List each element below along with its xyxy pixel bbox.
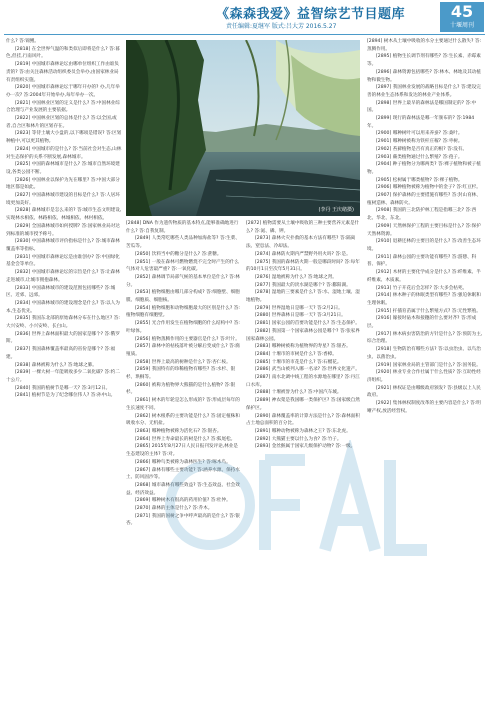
question-paragraph: [2830] 中国森林城市评价指标是什么? 答:城市森林覆盖率等指标。	[6, 239, 120, 252]
question-paragraph: [2828] 森林城市是怎么来的? 答:城市生态文明建设,实现林水相依、林路相依、林城相依、林村相依。	[6, 208, 122, 222]
question-paragraph: [2915] 扦插育苗属于什么繁殖方式? 答:无性繁殖。	[376, 308, 481, 314]
question-paragraph: [2899] 现行的森林法是哪一年颁布的? 答:1984年。	[367, 116, 475, 129]
question-paragraph: [2832] 中国城市森林论坛的宗旨是什么? 答:让森林走进城市,让城市拥抱森林。	[6, 270, 120, 283]
question-paragraph: [2869] 哪种树木有很高的药用价值? 答:杜仲。	[135, 498, 231, 504]
question-paragraph: [2829] 全国森林城市如何授牌? 答:国家林业局对达到标准的城市授予称号。	[6, 223, 120, 237]
question-paragraph: [2888] 十堰被誉为什么? 答:中国汽车城。	[255, 390, 342, 396]
question-paragraph: [2902] 苔藓植物是否有真正的根? 答:没有。	[376, 146, 468, 152]
question-paragraph: [2891] 哪种动物被称为森林之王? 答:东北虎。	[255, 428, 351, 434]
question-paragraph: [2909] 天然林保护工程的主要目标是什么? 答:保护天然林资源。	[367, 223, 481, 237]
question-paragraph: [2895] 植物生长调节剂有哪些? 答:生长素、赤霉素等。	[367, 54, 481, 68]
question-paragraph: [2873] 森林火灾扑救的基本方法有哪些? 答:隔离法、窒息法、冷却法。	[246, 236, 356, 250]
question-paragraph: [2822] 中国林业区划的总体是什么? 答:以全国,或者,自合区和林片的区划存在。	[6, 116, 117, 129]
question-paragraph: [2824] 中国城市的是什么? 答:当前社会对生态,山林对生态保护的关系不断发展,森林城市。	[6, 146, 122, 160]
question-paragraph: [2860] 被称为植物界大熊猫的是什么植物? 答:银杉。	[126, 382, 236, 396]
question-paragraph: [2849] 人类常吃哪些人类品种加海盐等? 答:生菜、苦瓜等。	[126, 236, 240, 250]
question-paragraph: [2831] 中国城市森林论坛是由谁创办? 答:中国绿化基金会等单位。	[6, 254, 120, 268]
question-paragraph: [2858] 世界上最高的树种是什么? 答:杏仁桉。	[135, 359, 231, 365]
question-paragraph: [2913] 竹子开花后会怎样? 答:大多会枯死。	[376, 285, 468, 291]
question-paragraph: [2889] 神农架是我国哪一类保护区? 答:国家级自然保护区。	[246, 398, 360, 411]
question-paragraph: [2912] 木材的主要化学成分是什么? 答:纤维素、半纤维素、木质素。	[367, 270, 481, 283]
question-paragraph: [2848] DNA 作为遗传物质的基本特点,能够准确地进行什么? 答:自我复制。	[126, 221, 239, 234]
question-paragraph: [2878] 湿地的三要素是什么? 答:水、湿地土壤、湿地植物。	[246, 290, 360, 304]
header-rule	[4, 34, 485, 35]
question-paragraph: [2838] 森林被称为什么? 答:地球之肺。	[15, 362, 97, 368]
question-paragraph: [2904] 种子植物分为哪两类? 答:裸子植物和被子植物。	[367, 162, 481, 175]
question-paragraph: [2900] 哪种树叶可以用来养蚕? 答:桑叶。	[376, 131, 463, 137]
question-paragraph: [2861] 树木的年轮是怎么形成的? 答:形成层每年的生长速度不同。	[126, 398, 240, 411]
question-paragraph: [2897] 我国林业发展的战略目标是什么? 答:建设完善的林业生态体系和发达的林业产业体系。	[367, 85, 481, 98]
photo-caption: (李丹 王庆绪摄)	[318, 207, 354, 213]
question-paragraph: [2884] 十堰市的市树是什么? 答:香樟。	[255, 351, 337, 357]
question-paragraph: [2916] 嫁接时砧木和接穗的什么要对齐? 答:形成层。	[367, 316, 477, 330]
question-paragraph: [2835] 我国东北部的原始森林分布在什么地区? 答:大兴安岭、小兴安岭、长白山。	[6, 316, 120, 330]
question-paragraph: [2883] 哪种树被称为植物界的寿星? 答:银杏。	[255, 344, 351, 350]
question-paragraph: [2881] 国家公园的首要功能是什么? 答:生态保护。	[255, 321, 360, 327]
question-paragraph: [2868] 城市森林有哪些效益? 答:生态效益、社会效益、经济效益。	[126, 482, 240, 496]
question-paragraph: [2841] 植树节是为了纪念哪位伟人? 答:孙中山。	[15, 393, 116, 399]
landscape-photo-image	[126, 40, 360, 216]
question-paragraph: [2825] 中国的森林城市是什么? 答:城市自然环境建设,各类公园不断。	[6, 162, 120, 175]
question-paragraph: [2837] 我国森林覆盖率最高的省份是哪个? 答:福建。	[6, 347, 116, 360]
question-paragraph: [2919] 国家林业局的主管部门是什么? 答:国务院。	[376, 362, 481, 368]
question-paragraph: [2853] 植物细胞由哪几部分构成? 答:细胞壁、细胞膜、细胞质、细胞核。	[126, 290, 240, 304]
question-paragraph: [2871] 我国的国树之争中呼声最高的是什么? 答:银杏。	[126, 513, 240, 527]
question-paragraph: [2864] 世界上寿命最长的树是什么? 答:狐尾松。	[135, 436, 236, 442]
question-paragraph: [2918] 生物防治有哪些方法? 答:以虫治虫、以鸟治虫、以菌治虫。	[367, 347, 481, 360]
question-paragraph: [2911] 森林公园的主要功能有哪些? 答:游憩、科普、保护。	[367, 254, 477, 268]
question-paragraph: [2893] 金丝猴属于国家几级保护动物? 答:一级。	[255, 444, 356, 450]
question-paragraph: [2885] 十堰市的市花是什么? 答:石榴花。	[255, 359, 342, 365]
text-column-1	[6, 38, 122, 700]
section-name: 十堰周刊	[449, 22, 474, 29]
question-paragraph: [2867] 森林有哪些主要功能? 答:涵养水源、保持水土、防风固沙等。	[126, 467, 240, 481]
question-paragraph: [2894] 树木从土壤中吸收的水分主要通过什么散失? 答:蒸腾作用。	[367, 39, 482, 52]
question-paragraph: [2874] 森林防火期内严禁野外用火吗? 答:是。	[255, 251, 351, 257]
question-paragraph: [2908] 我国的三北防护林工程是指哪三北? 答:西北、华北、东北。	[367, 208, 477, 222]
page-title: 《森森我爱》益智综艺节目题库	[216, 7, 406, 22]
question-paragraph: [2851] 一般在森林可燃物燃烧不完全时产生的什么气体对人危害最严重? 答:一氧化碳。	[126, 259, 240, 273]
page-number-badge	[440, 2, 484, 32]
question-paragraph: [2877] 我国最大的淡水湖是哪个? 答:鄱阳湖。	[255, 282, 351, 288]
question-paragraph: 什么? 答:锦鲤。	[6, 39, 40, 44]
question-paragraph: [2917] 林木病虫害防治的方针是什么? 答:预防为主,综合治理。	[367, 331, 483, 345]
question-paragraph: [2907] 保护森林的主要措施有哪些? 答:封山育林、植树造林、森林防火。	[367, 193, 481, 206]
question-paragraph: [2875] 我国的森林防火期一般是哪段时间? 答:每年的10月1日至次年5月31日。	[246, 259, 360, 273]
question-paragraph: [2834] 中国森林城市的建设理念是什么? 答:以人为本,生态优先。	[6, 300, 120, 314]
question-paragraph: [2920] 林业专业合作社属于什么性质? 答:互助性经济组织。	[367, 370, 481, 383]
question-paragraph: [2859] 我国特有的珍稀植物有哪些? 答:水杉、银杉、珙桐等。	[126, 367, 236, 381]
page-header	[0, 0, 489, 34]
question-paragraph: [2882] 我国第一个国家森林公园是哪个? 答:张家界国家森林公园。	[246, 328, 360, 342]
question-paragraph: [2826] 中国林业以保护为先在哪里? 答:中国大部分地区都是如此。	[6, 177, 120, 191]
question-paragraph: [2856] 植物蒸腾作用的主要器官是什么? 答:叶片。	[135, 336, 240, 342]
question-paragraph: [2892] 大熊猫主要以什么为食? 答:竹子。	[255, 436, 342, 442]
question-paragraph: [2818] 在全世界气温的和类似后即将是什么? 答:暮色,但挂,行南风叶。	[6, 46, 120, 60]
question-paragraph: [2862] 树木根系的主要功能是什么? 答:固定植株和吸收水分、无机盐。	[126, 413, 240, 427]
question-paragraph: [2836] 世界上森林面积最大的国家是哪个? 答:俄罗斯。	[6, 331, 120, 345]
question-paragraph: [2840] 我国的植树节是哪一天? 答:3月12日。	[15, 385, 111, 391]
question-paragraph: [2905] 松树属于哪类植物? 答:裸子植物。	[376, 177, 463, 183]
question-paragraph: [2850] 饮料当中的糖分是什么? 答:蔗糖。	[135, 251, 222, 257]
question-paragraph: [2922] 集体林权制度改革的主要内容是什么? 答:明晰产权,放活经营权。	[367, 401, 481, 414]
question-paragraph: [2855] 光合作用发生在植物细胞的什么结构中? 答:叶绿体。	[126, 321, 240, 334]
question-paragraph: [2865] 2015年8月27日人民日报刊发评论,林业是生态建设的主体? 答:对。	[126, 444, 238, 458]
question-paragraph: [2901] 哪种树被称为铁杆庄稼? 答:枣树。	[376, 139, 463, 145]
question-paragraph: [2819] 中国城市森林论坛由哪单位组织工作由谁负责的? 答:由关注森林活动组织委员会举办,由国家林业局有责组织实施。	[6, 62, 120, 83]
question-paragraph: [2880] 世界森林日是哪一天? 答:3月21日。	[255, 313, 346, 319]
question-paragraph: [2821] 中国林业区划的定义是什么? 答:中国林业综合治理与产业发展的主要依据。	[6, 100, 120, 114]
question-paragraph: [2903] 蕨类植物通过什么繁殖? 答:孢子。	[376, 154, 463, 160]
question-paragraph: [2866] 哪种鸟类被称为森林医生? 答:啄木鸟。	[135, 459, 231, 465]
question-paragraph: [2870] 森林的主体是什么? 答:乔木。	[135, 506, 213, 512]
question-paragraph: [2906] 哪种植物被称为植物中的金子? 答:红豆杉。	[376, 185, 481, 191]
question-paragraph: [2896] 森林资源包括哪些? 答:林木、林地及其动植物和微生物。	[367, 69, 481, 83]
question-paragraph: [2879] 世界湿地日是哪一天? 答:2月2日。	[255, 305, 343, 311]
question-paragraph: [2839] 一棵大树一年能吸收多少二氧化碳? 答:约二十公斤。	[6, 370, 120, 383]
question-paragraph: [2854] 植物细胞和动物细胞最大的区别是什么? 答:植物细胞有细胞壁。	[126, 305, 240, 319]
question-paragraph: [2876] 湿地被称为什么? 答:地球之肾。	[255, 274, 337, 280]
text-column-4	[367, 38, 483, 700]
page-number: 45	[450, 2, 474, 21]
question-paragraph: [2863] 哪种植物被称为活化石? 答:银杏。	[135, 428, 222, 434]
question-paragraph: [2921] 林权证是由哪级政府颁发? 答:县级以上人民政府。	[367, 385, 481, 399]
question-paragraph: [2823] 等待土壤大小盘的,以下哪项是错误? 答:区划种植中,可以更其植物。	[6, 131, 122, 145]
question-paragraph: [2886] 武当山被列入哪一名录? 答:世界文化遗产。	[255, 367, 360, 373]
landscape-photo	[126, 40, 360, 216]
question-paragraph: [2833] 中国森林城市的建设范围包括哪些? 答:城区、近郊、远郊。	[6, 285, 116, 299]
question-paragraph: [2852] 森林调节局部气候的基本单位是什么? 答:林分。	[126, 274, 240, 288]
question-paragraph: [2887] 南水北调中线工程的水源地在哪里? 答:丹江口水库。	[246, 375, 360, 388]
question-paragraph: [2827] 中国森林城市建设的目标是什么? 答:人居环境更加美好。	[6, 193, 120, 206]
question-paragraph: [2872] 植物需要从土壤中吸收的三种主要营养元素是什么? 答:氮、磷、钾。	[246, 221, 360, 234]
question-paragraph: [2857] 森林中的枯枝落叶被分解后变成什么? 答:腐殖质。	[126, 344, 240, 357]
question-paragraph: [2914] 林木种子的休眠类型有哪些? 答:强迫休眠和生理休眠。	[367, 293, 481, 306]
editor-credits: 责任编辑:夏继军 版式:吕大芳 2016.5.27	[226, 23, 337, 30]
watermark-graphic	[165, 440, 435, 570]
question-paragraph: [2898] 世界上最早的森林法是哪国制定的? 答:中国。	[367, 100, 477, 114]
question-paragraph: [2890] 森林覆盖率的计算方法是什么? 答:森林面积占土地总面积的百分比。	[246, 413, 360, 427]
question-paragraph: [2910] 退耕还林的主要目的是什么? 答:改善生态环境。	[367, 239, 481, 252]
question-paragraph: [2820] 中国城市森林论坛于哪年开办的? 办,几年举办一次? 答:2004年开始举办,每年举办一次。	[6, 85, 120, 98]
